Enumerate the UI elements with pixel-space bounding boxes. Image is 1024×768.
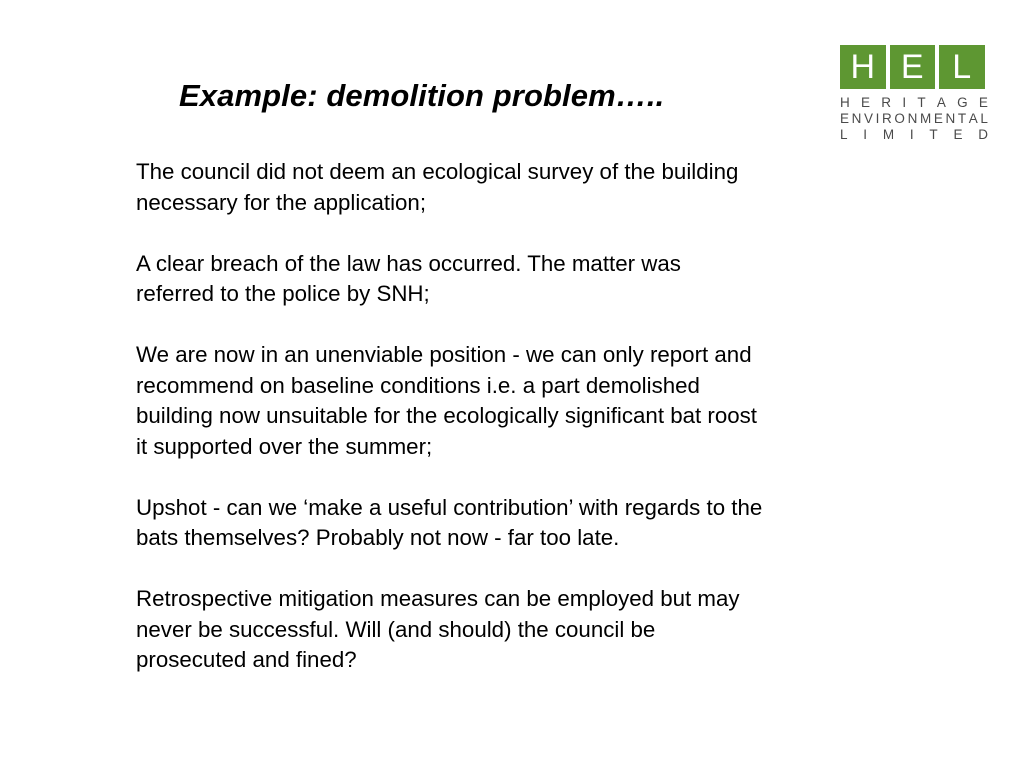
logo-letter: D [978, 127, 988, 142]
paragraph-line: prosecuted and fined? [136, 647, 357, 672]
paragraph-line: recommend on baseline conditions i.e. a part demolished [136, 372, 700, 398]
logo-letter: T [929, 127, 938, 142]
slide-title: Example: demolition problem….. [179, 78, 665, 113]
logo-letter: E [978, 95, 988, 110]
logo-letter: E [933, 111, 943, 126]
logo-letter-l: L [939, 45, 985, 89]
logo-letter: A [936, 95, 946, 110]
logo-letter-h: H [840, 45, 886, 89]
paragraph-mitigation [136, 584, 866, 676]
logo-letter-boxes [840, 45, 988, 89]
logo-letter: I [902, 95, 907, 110]
slide-body [136, 157, 866, 706]
paragraph-line: never be successful. Will (and should) the council be [136, 616, 656, 642]
paragraph-line: it supported over the summer; [136, 433, 433, 459]
paragraph-line: Upshot - can we ‘make a useful contribution’ with regards to the [136, 494, 763, 520]
paragraph-line: We are now in an unenviable position - we can only report and [136, 342, 752, 367]
paragraph-line: bats themselves? Probably not now - far too late. [136, 525, 620, 550]
logo-line-environmental [840, 111, 988, 127]
paragraph-line: referred to the police by SNH; [136, 281, 430, 306]
paragraph-line: The council did not deem an ecological survey of the building [136, 159, 739, 184]
logo-letter: M [882, 127, 895, 142]
logo-line-heritage [840, 95, 988, 111]
logo-wordmark [840, 95, 988, 143]
logo-letter: V [864, 111, 874, 126]
logo-letter: T [917, 95, 926, 110]
logo-letter: A [968, 111, 978, 126]
paragraph-line: Retrospective mitigation measures can be employed but may [136, 586, 740, 611]
logo-letter: E [840, 111, 850, 126]
paragraph-line: building now unsuitable for the ecologically significant bat roost [136, 403, 757, 428]
logo-letter: H [840, 95, 850, 110]
logo-letter-e: E [890, 45, 936, 89]
logo-letter: L [980, 111, 988, 126]
logo-letter: N [907, 111, 918, 126]
logo-letter: E [861, 95, 871, 110]
logo-letter: R [881, 95, 892, 110]
paragraph-line: A clear breach of the law has occurred. The matter was [136, 250, 681, 276]
paragraph-survey [136, 157, 866, 218]
logo-letter: G [957, 95, 968, 110]
logo-line-limited [840, 127, 988, 143]
logo-letter: E [953, 127, 963, 142]
logo-letter: O [894, 111, 905, 126]
paragraph-line: necessary for the application; [136, 189, 427, 215]
logo-letter: I [909, 127, 914, 142]
logo-letter: N [945, 111, 956, 126]
logo-letter: N [851, 111, 862, 126]
logo-letter: I [875, 111, 880, 126]
logo-letter: T [957, 111, 967, 126]
hel-logo [840, 45, 988, 143]
paragraph-breach [136, 249, 866, 310]
paragraph-upshot [136, 493, 866, 554]
paragraph-position [136, 340, 866, 462]
logo-letter: R [882, 111, 892, 126]
logo-letter: L [840, 127, 848, 142]
logo-letter: M [919, 111, 932, 126]
logo-letter: I [863, 127, 868, 142]
